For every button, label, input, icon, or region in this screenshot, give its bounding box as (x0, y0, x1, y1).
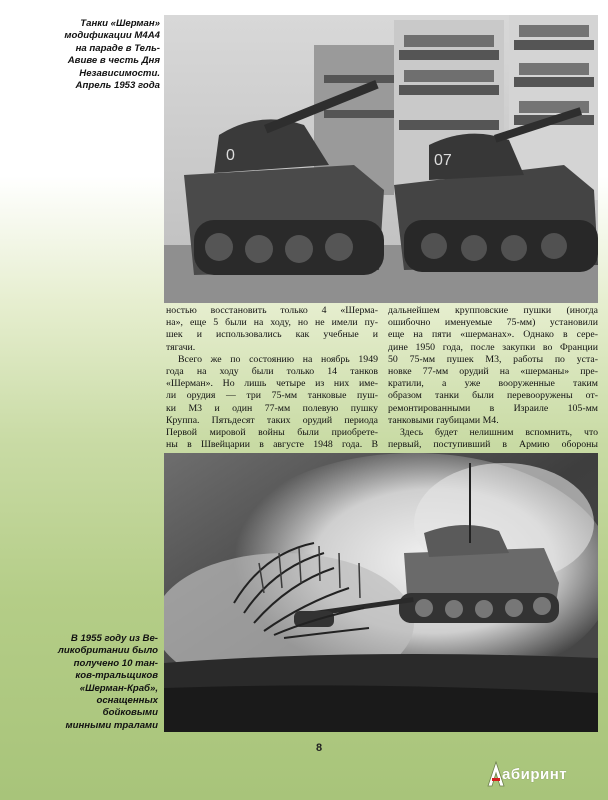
labirint-logo-text: абиринт (502, 766, 568, 783)
photo-sherman-parade (164, 15, 598, 303)
photo-caption-crab: В 1955 году из Ве- ликобритании было получено 10 тан- ков-тральщиков «Шерман-Краб», оснащенных бойковыми минными тралами (57, 633, 158, 731)
page-number: 8 (315, 742, 323, 754)
labirint-watermark (486, 760, 601, 790)
paragraph: дальнейшем крупповские пушки (иногда ошибочно именуемые 75-мм) установили еще на пяти «шерманах». Однако в сере- дине 1950 года, после закупки во Франции 50 75-мм пушек М3, работы по уста- новке 77-мм орудий на «шерманы» пре- кратили, а уже вооруженные таким образом танки были перевооружены от- ремонтированными в Израиле 105-мм танковыми гаубицами М4. (388, 305, 598, 426)
paragraph: Всего же по состоянию на ноябрь 1949 года на ходу были только 14 танков «Шерман». Но лишь четыре из них име- ли орудия — три 75-мм танковые пуш- ки М3 и один 77-мм полевую пушку Круппа. Пятьдесят таких орудий периода Первой мировой войны были приобрете- ны в Швейцарии в августе 1948 года. В (166, 353, 378, 451)
sherman-parade-image (164, 15, 598, 303)
text-column-left (166, 305, 378, 451)
svg-text:0: 0 (226, 147, 235, 164)
photo-sherman-crab (164, 453, 598, 732)
sherman-crab-image (164, 453, 598, 732)
paragraph: ностью восстановить только 4 «Шерма- на», еще 5 были на ходу, но не имели пу- шек и использовались как учебные и тягачи. (166, 305, 378, 353)
paragraph: Здесь будет нелишним вспомнить, что первый, поступивший в Армию обороны (388, 427, 598, 451)
svg-text:07: 07 (434, 152, 452, 169)
photo-caption-parade: Танки «Шерман» модификации М4А4 на параде в Тель- Авиве в честь Дня Независимости. Апрель 1953 года (64, 18, 160, 92)
text-column-right (388, 305, 598, 451)
